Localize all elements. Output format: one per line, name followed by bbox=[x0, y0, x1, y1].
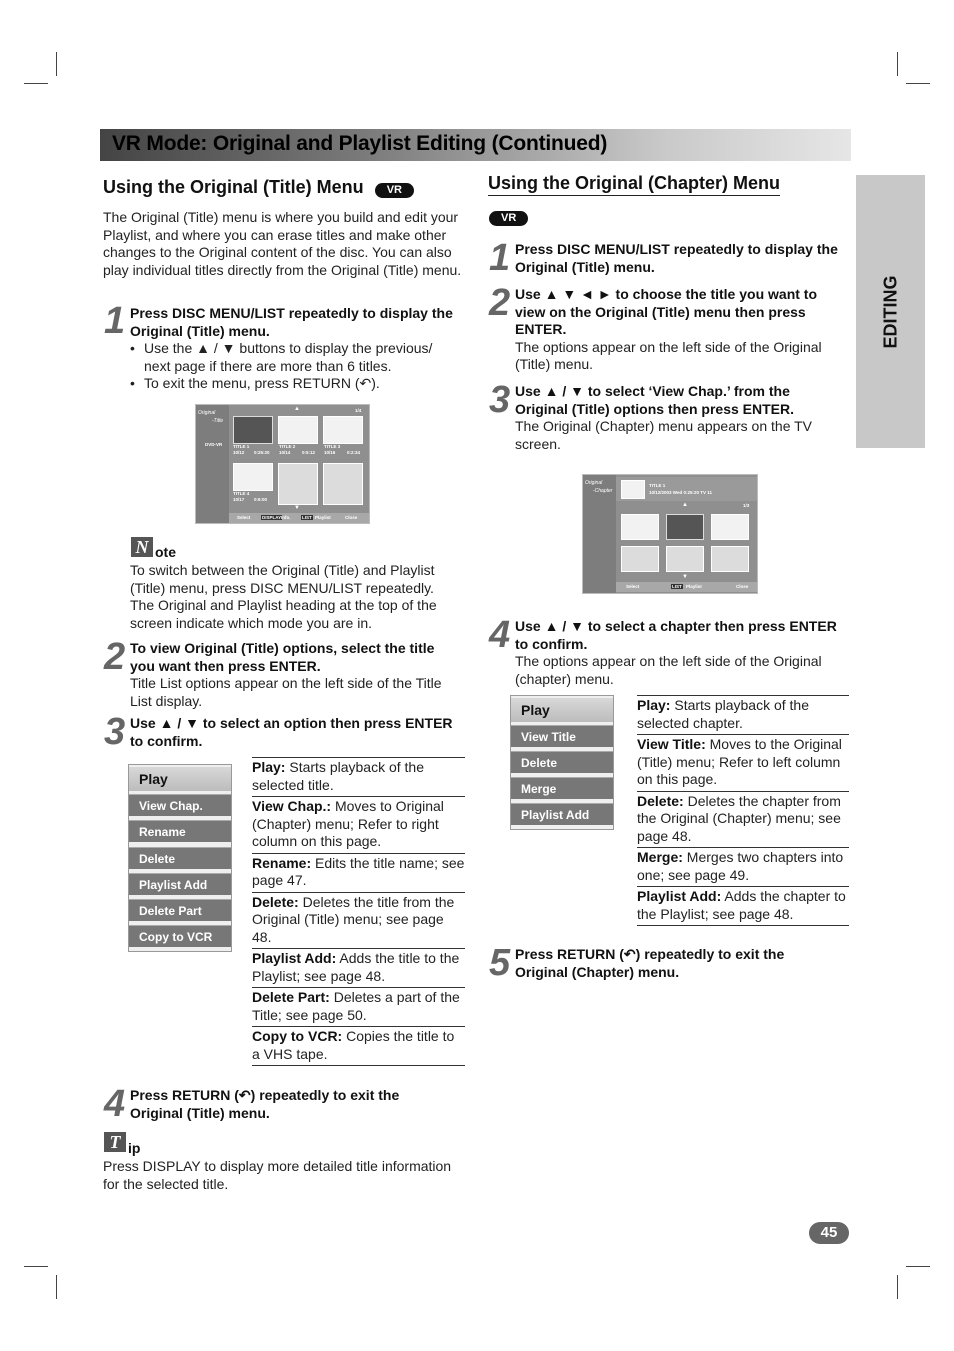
step-instruction: Press RETURN (↶) repeatedly to exit the Original (Title) menu. bbox=[130, 1087, 400, 1121]
step-instruction: To view Original (Title) options, select the title you want then press ENTER. bbox=[130, 640, 435, 674]
crop-mark bbox=[24, 1266, 48, 1267]
step-number: 1 bbox=[104, 300, 126, 342]
title-time: 0:6:00 bbox=[254, 497, 268, 502]
crop-mark bbox=[24, 83, 48, 84]
title-thumb bbox=[323, 416, 363, 444]
chapter-menu-screenshot bbox=[582, 474, 758, 594]
screen-label: -Title bbox=[212, 418, 224, 424]
note-icon: N bbox=[131, 537, 153, 557]
crop-mark bbox=[56, 52, 57, 76]
right-step5 bbox=[515, 946, 835, 981]
step-number: 1 bbox=[489, 237, 511, 279]
disc-label: DVD-VR bbox=[205, 442, 223, 447]
title-name: TITLE 3 bbox=[324, 444, 341, 449]
step-bullets bbox=[130, 340, 460, 393]
title-date: 10/12 bbox=[233, 450, 245, 455]
empty-thumb bbox=[711, 546, 749, 572]
right-step3 bbox=[515, 383, 845, 453]
tip-icon: T bbox=[104, 1132, 126, 1152]
step-number: 5 bbox=[489, 942, 511, 984]
chapter-thumb bbox=[711, 514, 749, 540]
chapter-options-definitions bbox=[637, 695, 849, 926]
step-number: 4 bbox=[489, 614, 511, 656]
bullet-item: • Use the ▲ / ▼ buttons to display the previous/ next page if there are more than 6 titles. bbox=[130, 340, 460, 375]
down-arrow-icon: ▼ bbox=[682, 574, 688, 580]
chapter-options-menu bbox=[510, 695, 614, 830]
menu-option-play[interactable]: Play bbox=[129, 767, 231, 791]
step-number: 2 bbox=[104, 636, 126, 678]
step-number: 2 bbox=[489, 282, 511, 324]
step-number: 3 bbox=[104, 711, 126, 753]
definition-item: Delete: Deletes the chapter from the Original (Chapter) menu; see page 48. bbox=[637, 791, 849, 848]
right-section-title: Using the Original (Chapter) Menu bbox=[488, 173, 780, 196]
empty-thumb bbox=[323, 463, 363, 505]
definition-item: Copy to VCR: Copies the title to a VHS tape. bbox=[252, 1026, 465, 1066]
chapter-title-name: TITLE 1 bbox=[649, 483, 666, 488]
tip-label: ip bbox=[128, 1140, 141, 1156]
title-name: TITLE 2 bbox=[279, 444, 296, 449]
definition-item: Delete: Deletes the title from the Original (Title) menu; see page 48. bbox=[252, 892, 465, 949]
empty-thumb bbox=[666, 546, 704, 572]
close-label: Close bbox=[736, 584, 749, 589]
title-time: 0:5:12 bbox=[302, 450, 316, 455]
bullet-item: • To exit the menu, press RETURN (↶). bbox=[130, 375, 460, 393]
title-thumb bbox=[621, 480, 645, 499]
title-date: 10/17 bbox=[233, 497, 245, 502]
title-name: TITLE 1 bbox=[233, 444, 250, 449]
info-label: Info. bbox=[281, 515, 291, 520]
step-number: 4 bbox=[104, 1083, 126, 1125]
side-tab-label: EDITING bbox=[880, 274, 900, 349]
screen-label: Original bbox=[585, 480, 603, 486]
vr-badge: VR bbox=[489, 211, 528, 226]
menu-option[interactable]: View Chap. bbox=[129, 794, 231, 816]
definition-item: Rename: Edits the title name; see page 47. bbox=[252, 853, 465, 892]
menu-option[interactable]: Merge bbox=[511, 777, 613, 799]
title-name: TITLE 4 bbox=[233, 491, 250, 496]
note-text: To switch between the Original (Title) and Playlist (Title) menu, press DISC MENU/LIST repeatedly. The Original and Playlist heading at the top of the screen indicate which mode you are in. bbox=[130, 562, 437, 631]
display-key: DISPLAY bbox=[262, 515, 282, 520]
crop-mark bbox=[906, 83, 930, 84]
page-title: VR Mode: Original and Playlist Editing (Continued) bbox=[112, 132, 608, 155]
title-time: 0:2:34 bbox=[347, 450, 361, 455]
menu-option[interactable]: View Title bbox=[511, 725, 613, 747]
list-key: LIST bbox=[302, 515, 312, 520]
menu-option[interactable]: Playlist Add bbox=[129, 873, 231, 895]
list-key: LIST bbox=[672, 584, 682, 589]
definition-item: View Title: Moves to the Original (Title) menu; Refer to left column on this page. bbox=[637, 734, 849, 791]
screen-label: Original bbox=[198, 410, 216, 416]
playlist-label: Playlist bbox=[686, 584, 702, 589]
menu-option[interactable]: Delete bbox=[129, 847, 231, 869]
menu-option[interactable]: Delete Part bbox=[129, 899, 231, 921]
page-number: 45 bbox=[809, 1222, 849, 1244]
note-label: ote bbox=[155, 544, 176, 560]
chapter-title-info: 10/12/2003 Wed 0:25:20 TV 11 bbox=[649, 490, 712, 495]
definition-item: View Chap.: Moves to Original (Chapter) menu; Refer to right column on this page. bbox=[252, 796, 465, 853]
definition-item: Playlist Add: Adds the title to the Playlist; see page 48. bbox=[252, 948, 465, 987]
page-indicator: 1/3 bbox=[743, 503, 750, 508]
definition-item: Play: Starts playback of the selected title. bbox=[252, 757, 465, 796]
playlist-label: Playlist bbox=[315, 515, 331, 520]
header-banner bbox=[100, 129, 851, 161]
screen-label: -Chapter bbox=[593, 488, 613, 494]
menu-option[interactable]: Copy to VCR bbox=[129, 925, 231, 947]
definition-item: Play: Starts playback of the selected chapter. bbox=[637, 695, 849, 734]
empty-thumb bbox=[278, 463, 318, 505]
step-instruction: Use ▲ ▼ ◄ ► to choose the title you want to view on the Original (Title) menu then press ENTER. bbox=[515, 286, 818, 337]
title-thumb bbox=[278, 416, 318, 444]
menu-option[interactable]: Playlist Add bbox=[511, 803, 613, 825]
left-step2 bbox=[130, 640, 460, 710]
left-step4 bbox=[130, 1087, 450, 1122]
step-detail: The options appear on the left side of the Original (Title) menu. bbox=[515, 338, 822, 372]
step-detail: Title List options appear on the left side of the Title List display. bbox=[130, 675, 442, 709]
step-detail: The options appear on the left side of the Original (chapter) menu. bbox=[515, 653, 822, 687]
left-step3 bbox=[130, 715, 465, 750]
up-arrow-icon: ▲ bbox=[682, 502, 688, 508]
down-arrow-icon: ▼ bbox=[294, 505, 300, 511]
right-step1 bbox=[515, 241, 845, 276]
crop-mark bbox=[897, 1275, 898, 1299]
menu-option-play[interactable]: Play bbox=[511, 698, 613, 722]
crop-mark bbox=[906, 1266, 930, 1267]
screen-footer bbox=[229, 513, 369, 523]
screen-footer bbox=[616, 582, 757, 592]
page-indicator: 1/4 bbox=[355, 408, 362, 413]
select-label: Select bbox=[626, 584, 640, 589]
definition-item: Playlist Add: Adds the chapter to the Playlist; see page 48. bbox=[637, 886, 849, 926]
definition-item: Delete Part: Deletes a part of the Title; see page 50. bbox=[252, 987, 465, 1026]
step-instruction: Press RETURN (↶) repeatedly to exit the Original (Chapter) menu. bbox=[515, 946, 785, 980]
title-date: 10/14 bbox=[279, 450, 291, 455]
step-instruction: Press DISC MENU/LIST repeatedly to display the Original (Title) menu. bbox=[130, 305, 453, 339]
up-arrow-icon: ▲ bbox=[294, 406, 300, 412]
chapter-thumb bbox=[666, 514, 704, 540]
title-date: 10/16 bbox=[324, 450, 336, 455]
title-options-definitions bbox=[252, 757, 465, 1066]
definition-item: Merge: Merges two chapters into one; see page 49. bbox=[637, 847, 849, 886]
title-menu-screenshot bbox=[195, 404, 370, 524]
close-label: Close bbox=[345, 515, 358, 520]
title-thumb bbox=[233, 463, 273, 491]
step-instruction: Press DISC MENU/LIST repeatedly to display the Original (Title) menu. bbox=[515, 241, 838, 275]
step-detail: The Original (Chapter) menu appears on the TV screen. bbox=[515, 418, 813, 452]
step-number: 3 bbox=[489, 379, 511, 421]
right-step2 bbox=[515, 286, 845, 374]
title-thumb bbox=[233, 416, 273, 444]
step-instruction: Use ▲ / ▼ to select an option then press ENTER to confirm. bbox=[130, 715, 453, 749]
left-step1 bbox=[130, 305, 460, 393]
crop-mark bbox=[897, 52, 898, 76]
title-options-menu bbox=[128, 764, 232, 952]
step-instruction: Use ▲ / ▼ to select a chapter then press ENTER to confirm. bbox=[515, 618, 837, 652]
menu-option[interactable]: Rename bbox=[129, 820, 231, 842]
menu-option[interactable]: Delete bbox=[511, 751, 613, 773]
crop-mark bbox=[56, 1275, 57, 1299]
chapter-thumb bbox=[621, 514, 659, 540]
left-section-title: Using the Original (Title) Menu VR bbox=[103, 177, 414, 199]
step-instruction: Use ▲ / ▼ to select ‘View Chap.’ from the Original (Title) options then press ENTER. bbox=[515, 383, 794, 417]
title-time: 0:25:20 bbox=[254, 450, 270, 455]
empty-thumb bbox=[621, 546, 659, 572]
side-tab bbox=[856, 175, 925, 448]
tip-text: Press DISPLAY to display more detailed title information for the selected title. bbox=[103, 1158, 452, 1192]
left-intro: The Original (Title) menu is where you build and edit your Playlist, and where you can erase titles and make other changes to the Original content of the disc. You can also play individual titles directly from the Original (Title) menu. bbox=[103, 209, 462, 278]
vr-badge: VR bbox=[375, 183, 414, 198]
right-step4 bbox=[515, 618, 850, 688]
select-label: Select bbox=[237, 515, 251, 520]
